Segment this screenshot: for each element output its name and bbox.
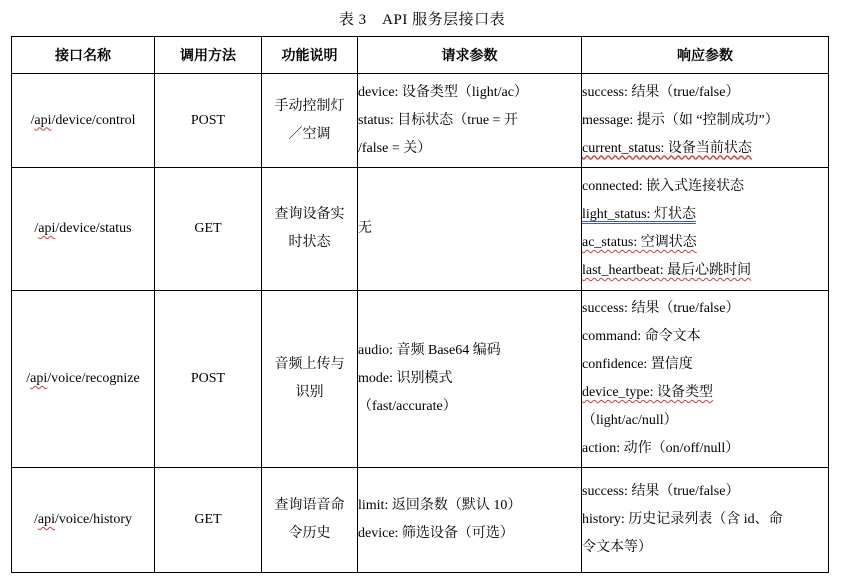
request-param-line: 无 bbox=[358, 221, 372, 236]
path-rest: /device/control bbox=[51, 112, 136, 128]
table-row bbox=[12, 291, 829, 468]
path-rest: /voice/history bbox=[55, 512, 132, 527]
response-param-line: light_status: 灯状态 bbox=[582, 207, 696, 222]
response-params-cell bbox=[582, 168, 829, 291]
interface-path-cell bbox=[12, 74, 155, 168]
method-cell: GET bbox=[155, 468, 262, 573]
response-param-line: history: 历史记录列表（含 id、命 bbox=[582, 512, 783, 527]
response-params-cell bbox=[582, 74, 829, 168]
response-param-line: （light/ac/null） bbox=[582, 413, 678, 428]
api-table bbox=[11, 36, 829, 573]
response-param-line: device_type: 设备类型 bbox=[582, 385, 714, 400]
response-param-line: 令文本等） bbox=[582, 540, 652, 555]
request-param-line: mode: 识别模式 bbox=[358, 371, 453, 386]
request-param-line: /false = 关） bbox=[358, 140, 432, 156]
interface-path-cell bbox=[12, 468, 155, 573]
response-param-line: action: 动作（on/off/null） bbox=[582, 441, 740, 456]
table-caption: 表 3 API 服务层接口表 bbox=[338, 12, 506, 28]
response-param-line: success: 结果（true/false） bbox=[582, 84, 740, 100]
response-param-line: success: 结果（true/false） bbox=[582, 484, 740, 499]
request-param-line: device: 设备类型（light/ac） bbox=[358, 84, 528, 100]
response-param-line: connected: 嵌入式连接状态 bbox=[582, 179, 745, 194]
response-params-cell bbox=[582, 291, 829, 468]
table-header-row bbox=[12, 37, 829, 74]
method-cell: POST bbox=[155, 291, 262, 468]
method-cell: POST bbox=[155, 74, 262, 168]
function-cell bbox=[262, 291, 358, 468]
interface-path-cell bbox=[12, 291, 155, 468]
request-param-line: status: 目标状态（true = 开 bbox=[358, 112, 518, 128]
function-text: 查询设备实时状态 bbox=[274, 207, 345, 250]
path-prefix: / bbox=[34, 512, 38, 527]
response-param-line: success: 结果（true/false） bbox=[582, 301, 740, 316]
path-api: api bbox=[37, 512, 55, 527]
method-cell: GET bbox=[155, 168, 262, 291]
path-prefix: / bbox=[34, 221, 39, 236]
response-param-line: confidence: 置信度 bbox=[582, 357, 693, 372]
response-param-line: message: 提示（如 “控制成功”） bbox=[582, 112, 779, 128]
path-rest: /voice/recognize bbox=[47, 371, 140, 386]
function-text: 音频上传与识别 bbox=[274, 357, 345, 400]
table-row bbox=[12, 74, 829, 168]
request-params-cell bbox=[358, 74, 582, 168]
path-api: api bbox=[30, 371, 48, 386]
request-param-line: limit: 返回条数（默认 10） bbox=[358, 498, 522, 513]
function-cell bbox=[262, 168, 358, 291]
path-api: api bbox=[34, 112, 52, 128]
path-prefix: / bbox=[30, 112, 35, 128]
response-param-line: current_status: 设备当前状态 bbox=[582, 140, 752, 156]
function-text: 手动控制灯／空调 bbox=[274, 98, 345, 142]
interface-path-cell bbox=[12, 168, 155, 291]
header-response-params: 响应参数 bbox=[582, 37, 829, 74]
request-param-line: audio: 音频 Base64 编码 bbox=[358, 343, 501, 358]
path-api: api bbox=[38, 221, 56, 236]
header-function: 功能说明 bbox=[262, 37, 358, 74]
path-prefix: / bbox=[26, 371, 31, 386]
function-cell bbox=[262, 468, 358, 573]
request-param-line: device: 筛选设备（可选） bbox=[358, 526, 514, 541]
header-method: 调用方法 bbox=[155, 37, 262, 74]
request-params-cell bbox=[358, 468, 582, 573]
response-params-cell bbox=[582, 468, 829, 573]
response-param-line: command: 命令文本 bbox=[582, 329, 701, 344]
table-row bbox=[12, 168, 829, 291]
header-interface-name: 接口名称 bbox=[12, 37, 155, 74]
request-params-cell bbox=[358, 291, 582, 468]
request-param-line: （fast/accurate） bbox=[358, 399, 457, 414]
response-param-line: ac_status: 空调状态 bbox=[582, 235, 697, 250]
response-param-line: last_heartbeat: 最后心跳时间 bbox=[582, 263, 752, 278]
path-rest: /device/status bbox=[55, 221, 132, 236]
header-request-params: 请求参数 bbox=[358, 37, 582, 74]
function-cell bbox=[262, 74, 358, 168]
request-params-cell bbox=[358, 168, 582, 291]
table-row bbox=[12, 468, 829, 573]
function-text: 查询语音命令历史 bbox=[274, 498, 345, 541]
